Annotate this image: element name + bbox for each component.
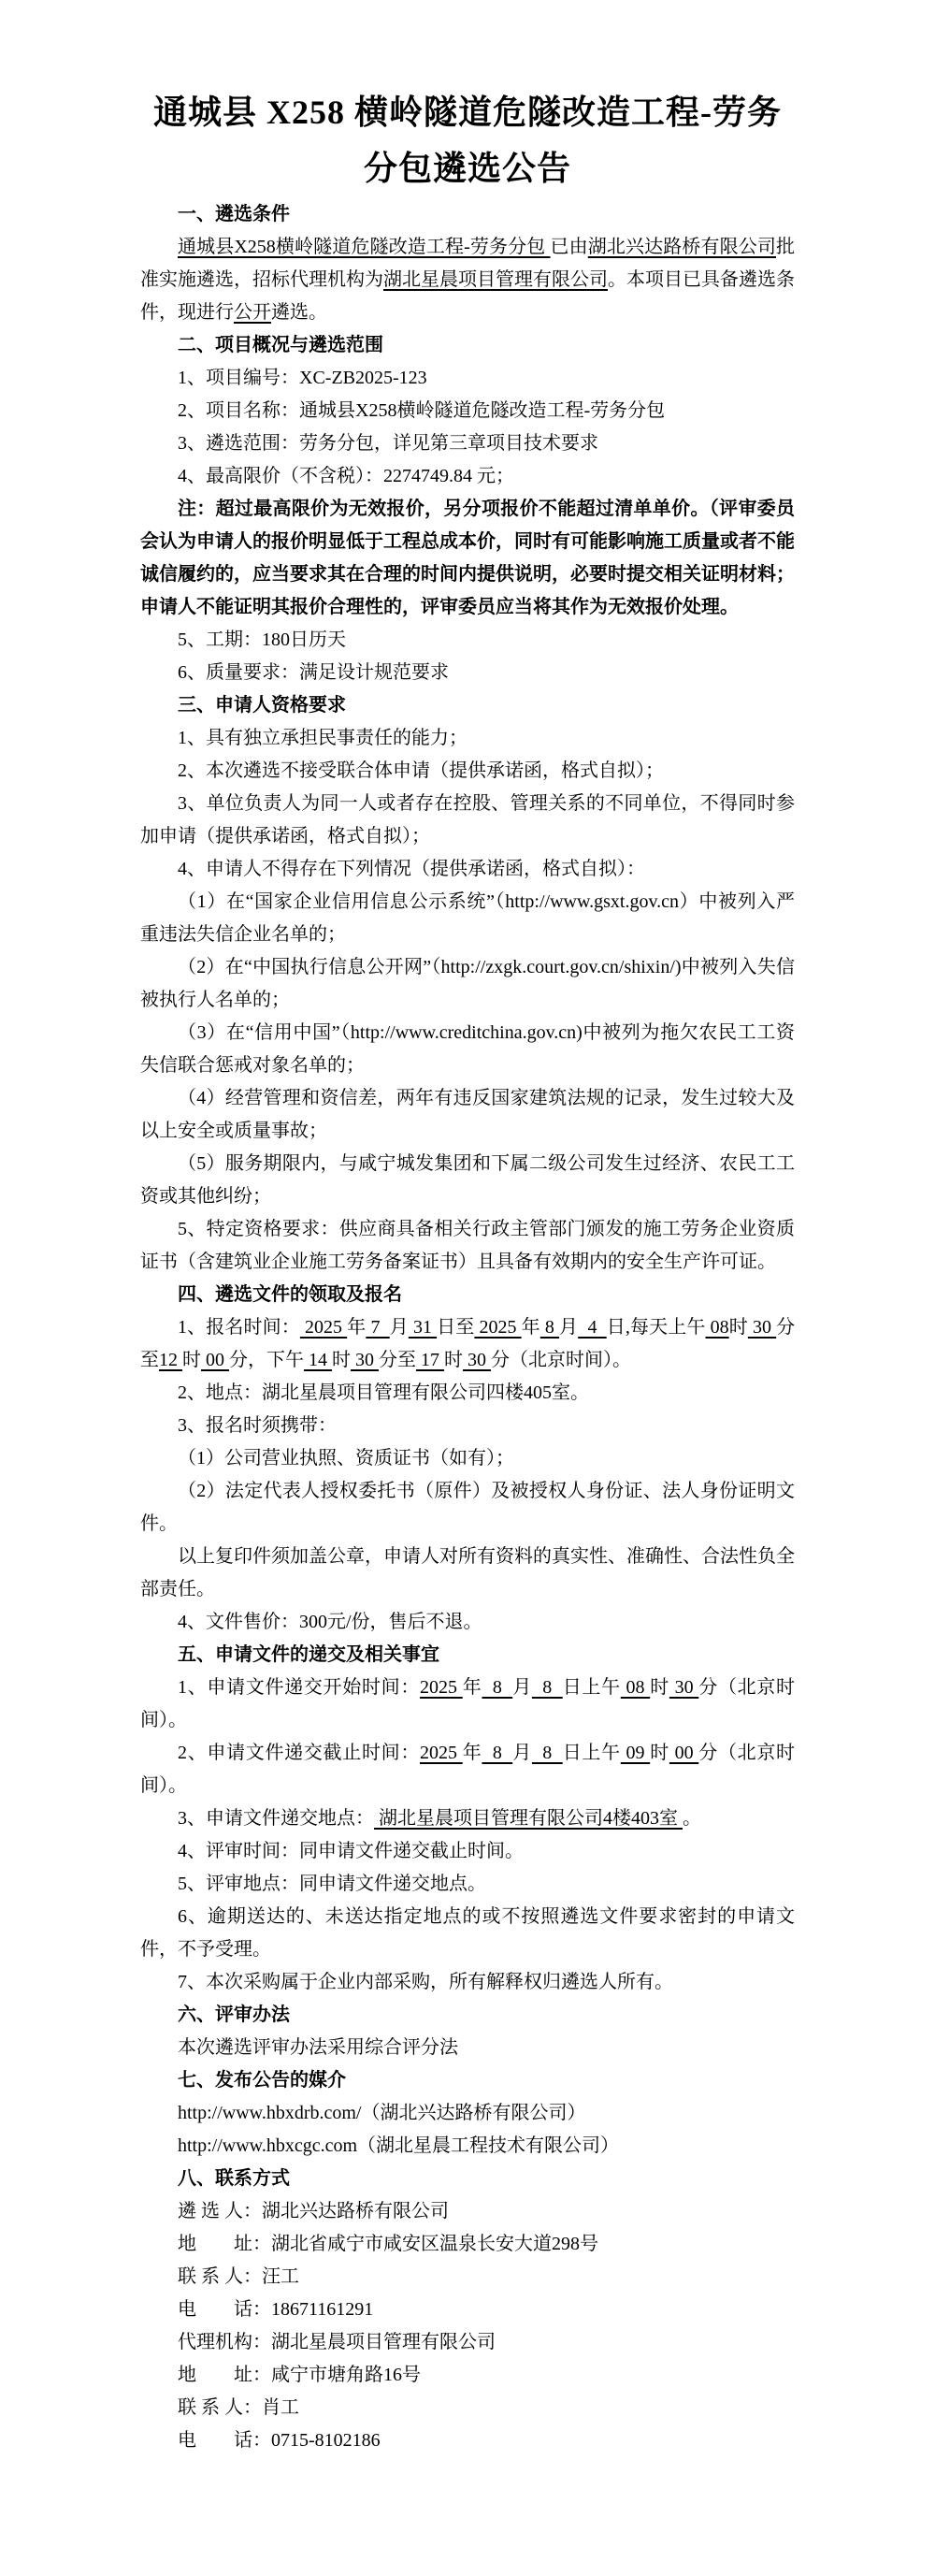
paragraph — [140, 1082, 795, 1148]
text-run: http://www.hbxdrb.com/（湖北兴达路桥有限公司） — [178, 2103, 586, 2123]
paragraph — [140, 1868, 795, 1901]
underlined-text: 2025 — [420, 1677, 463, 1698]
text-run: 4、评审时间：同申请文件递交截止时间。 — [178, 1841, 524, 1861]
paragraph — [140, 1737, 795, 1802]
text-run: 时 — [444, 1350, 463, 1370]
underlined-text: 8 — [539, 1317, 560, 1338]
text-run: 2、地点：湖北星晨项目管理有限公司四楼405室。 — [178, 1382, 589, 1403]
text-run: 月 — [389, 1317, 409, 1338]
text-run: 分（北京时间）。 — [140, 1743, 796, 1796]
text-run: 时 — [728, 1317, 748, 1338]
text-run: 以上复印件须加盖公章，申请人对所有资料的真实性、准确性、合法性负全部责任。 — [140, 1546, 795, 1599]
text-run: 三、申请人资格要求 — [178, 695, 346, 716]
underlined-text: 8 — [531, 1743, 563, 1763]
underlined-text: 湖北兴达路桥有限公司 — [587, 237, 777, 257]
underlined-text: 公开 — [234, 302, 271, 323]
text-run: （1）公司营业执照、资质证书（如有）； — [178, 1448, 514, 1469]
paragraph — [140, 493, 795, 624]
paragraph — [140, 395, 795, 427]
text-run: 一、遴选条件 — [178, 204, 290, 224]
underlined-text: 31 — [408, 1317, 438, 1338]
text-run: 二、项目概况与遴选范围 — [178, 335, 383, 355]
text-run: 分（北京时间）。 — [140, 1677, 796, 1730]
underlined-text: 湖北星晨项目管理有限公司4楼403室 — [374, 1808, 683, 1829]
text-run: 3、遴选范围：劳务分包，详见第三章项目技术要求 — [178, 433, 598, 454]
text-run: 批准实施遴选，招标代理机构为 — [140, 237, 796, 290]
text-run: 年 — [521, 1317, 540, 1338]
document-body — [140, 198, 795, 2457]
text-run: （5）服务期限内，与咸宁城发集团和下属二级公司发生过经济、农民工工资或其他纠纷； — [140, 1153, 795, 1207]
text-run: 年 — [462, 1677, 482, 1698]
text-run: 日,每天上午 — [606, 1317, 706, 1338]
section-heading — [140, 689, 795, 722]
underlined-text: 00 — [201, 1350, 229, 1370]
paragraph — [140, 788, 795, 853]
text-run: 4、申请人不得存在下列情况（提供承诺函，格式自拟）： — [178, 859, 645, 879]
text-run: 月 — [512, 1743, 532, 1763]
paragraph — [140, 886, 795, 951]
text-run: 。本项目已具备遴选条件，现进行 — [140, 269, 795, 323]
text-run: 1、申请文件递交开始时间： — [178, 1677, 421, 1698]
paragraph — [140, 1802, 795, 1835]
text-run: 2、本次遴选不接受联合体申请（提供承诺函，格式自拟）； — [178, 760, 664, 781]
underlined-text: 00 — [669, 1743, 699, 1763]
paragraph — [140, 657, 795, 689]
paragraph — [140, 1213, 795, 1279]
text-run: 分至 — [140, 1317, 796, 1370]
text-run: 注：超过最高限价为无效报价，另分项报价不能超过清单单价。（评审委员会认为申请人的报价明显低于工程总成本价，同时有可能影响施工质量或者不能诚信履约的，应当要求其在合理的时间内提供说明，必要时提交相关证明材料；申请人不能证明其报价合理性的，评审委员应当将其作为无效报价处理。 — [140, 499, 795, 617]
paragraph — [140, 2326, 795, 2359]
text-run: 七、发布公告的媒介 — [178, 2070, 346, 2091]
paragraph — [140, 2294, 795, 2326]
paragraph — [140, 624, 795, 657]
text-run: 分至 — [379, 1350, 416, 1370]
text-run: 四、遴选文件的领取及报名 — [178, 1284, 402, 1305]
underlined-text: 08 — [620, 1677, 651, 1698]
paragraph — [140, 2359, 795, 2392]
underlined-text: 09 — [620, 1743, 651, 1763]
text-run: 1、项目编号：XC-ZB2025-123 — [178, 368, 427, 388]
text-run: 3、申请文件递交地点： — [178, 1808, 374, 1829]
text-run: 2、申请文件递交截止时间： — [178, 1743, 421, 1763]
underlined-text: 30 — [463, 1350, 491, 1370]
paragraph — [140, 755, 795, 788]
paragraph — [140, 2392, 795, 2424]
section-heading — [140, 1999, 795, 2032]
paragraph — [140, 1148, 795, 1213]
paragraph — [140, 1541, 795, 1606]
paragraph — [140, 722, 795, 755]
text-run: 地 址：湖北省咸宁市咸安区温泉长安大道298号 — [178, 2234, 598, 2254]
text-run: http://www.hbxcgc.com（湖北星晨工程技术有限公司） — [178, 2135, 620, 2156]
text-run: 1、报名时间： — [178, 1317, 300, 1338]
paragraph — [140, 2097, 795, 2130]
section-heading — [140, 2064, 795, 2097]
text-run: 电 话：0715-8102186 — [178, 2430, 381, 2451]
underlined-text: 8 — [482, 1743, 513, 1763]
text-run: （2）法定代表人授权委托书（原件）及被授权人身份证、法人身份证明文件。 — [140, 1481, 795, 1534]
underlined-text: 2025 — [474, 1317, 522, 1338]
text-run: 本次遴选评审办法采用综合评分法 — [178, 2037, 458, 2058]
text-run: 五、申请文件的递交及相关事宜 — [178, 1644, 439, 1665]
underlined-text: 2025 — [420, 1743, 463, 1763]
text-run: 6、逾期送达的、未送达指定地点的或不按照遴选文件要求密封的申请文件，不予受理。 — [140, 1906, 795, 1960]
paragraph — [140, 1017, 795, 1082]
underlined-text: 30 — [669, 1677, 699, 1698]
underlined-text: 08 — [705, 1317, 729, 1338]
text-run: 已由 — [550, 237, 588, 257]
paragraph — [140, 2261, 795, 2294]
paragraph — [140, 2228, 795, 2261]
text-run: 4、文件售价：300元/份，售后不退。 — [178, 1612, 482, 1632]
text-run: 2、项目名称：通城县X258横岭隧道危隧改造工程-劳务分包 — [178, 400, 666, 421]
text-run: 分，下午 — [229, 1350, 304, 1370]
underlined-text: 12 — [159, 1350, 182, 1370]
paragraph — [140, 460, 795, 493]
paragraph — [140, 427, 795, 460]
underlined-text: 通城县X258横岭隧道危隧改造工程-劳务分包 — [178, 237, 551, 257]
paragraph — [140, 1410, 795, 1442]
text-run: 日上午 — [562, 1677, 621, 1698]
text-run: 时 — [332, 1350, 351, 1370]
paragraph — [140, 1442, 795, 1475]
text-run: 电 话：18671161291 — [178, 2299, 374, 2320]
text-run: 3、报名时须携带： — [178, 1415, 337, 1436]
underlined-text: 8 — [482, 1677, 513, 1698]
text-run: 时 — [182, 1350, 201, 1370]
text-run: 月 — [512, 1677, 532, 1698]
paragraph — [140, 1672, 795, 1737]
paragraph — [140, 951, 795, 1017]
text-run: （1）在“国家企业信用信息公示系统”（http://www.gsxt.gov.cn）中被列入严重违法失信企业名单的； — [140, 891, 795, 945]
text-run: 3、单位负责人为同一人或者存在控股、管理关系的不同单位，不得同时参加申请（提供承诺函，格式自拟）； — [140, 793, 795, 847]
underlined-text: 30 — [747, 1317, 777, 1338]
paragraph — [140, 2032, 795, 2064]
paragraph — [140, 1311, 795, 1377]
text-run: 六、评审办法 — [178, 2004, 290, 2025]
text-run: 地 址：咸宁市塘角路16号 — [178, 2365, 421, 2385]
text-run: 。 — [683, 1808, 701, 1829]
text-run: 时 — [650, 1743, 669, 1763]
text-run: （2）在“中国执行信息公开网”（http://zxgk.court.gov.cn/shixin/)中被列入失信被执行人名单的； — [140, 957, 795, 1010]
paragraph — [140, 853, 795, 886]
text-run: 代理机构：湖北星晨项目管理有限公司 — [178, 2332, 496, 2352]
text-run: 日至 — [437, 1317, 475, 1338]
text-run: 5、工期：180日历天 — [178, 630, 346, 650]
underlined-text: 30 — [351, 1350, 379, 1370]
paragraph — [140, 1475, 795, 1541]
text-run: 年 — [462, 1743, 482, 1763]
paragraph — [140, 1606, 795, 1639]
text-run: 年 — [347, 1317, 367, 1338]
paragraph — [140, 2130, 795, 2163]
text-run: 7、本次采购属于企业内部采购，所有解释权归遴选人所有。 — [178, 1972, 673, 1992]
text-run: 时 — [650, 1677, 669, 1698]
text-run: （4）经营管理和资信差，两年有违反国家建筑法规的记录，发生过较大及以上安全或质量事故； — [140, 1088, 795, 1141]
paragraph — [140, 1377, 795, 1410]
section-heading — [140, 1279, 795, 1311]
text-run: 6、质量要求：满足设计规范要求 — [178, 662, 449, 683]
text-run: 联 系 人：汪工 — [178, 2266, 299, 2287]
text-run: 联 系 人：肖工 — [178, 2397, 299, 2418]
underlined-text: 4 — [578, 1317, 607, 1338]
text-run: 4、最高限价（不含税）：2274749.84 元； — [178, 466, 514, 486]
underlined-text: 2025 — [299, 1317, 348, 1338]
section-heading — [140, 1639, 795, 1672]
text-run: 遴 选 人：湖北兴达路桥有限公司 — [178, 2201, 449, 2221]
section-heading — [140, 2163, 795, 2195]
text-run: 八、联系方式 — [178, 2168, 290, 2189]
text-run: （3）在“信用中国”（http://www.creditchina.gov.cn)中被列为拖欠农民工工资失信联合惩戒对象名单的； — [140, 1022, 795, 1076]
underlined-text: 7 — [366, 1317, 390, 1338]
underlined-text: 14 — [304, 1350, 332, 1370]
paragraph — [140, 2424, 795, 2457]
paragraph — [140, 2195, 795, 2228]
underlined-text: 湖北星晨项目管理有限公司 — [383, 269, 608, 290]
text-run: 遴选。 — [271, 302, 327, 323]
paragraph — [140, 231, 795, 329]
text-run: 5、特定资格要求：供应商具备相关行政主管部门颁发的施工劳务企业资质证书（含建筑业企业施工劳务备案证书）且具备有效期内的安全生产许可证。 — [140, 1219, 795, 1272]
underlined-text: 17 — [416, 1350, 444, 1370]
text-run: 分（北京时间）。 — [491, 1350, 631, 1370]
document-title: 通城县 X258 横岭隧道危隧改造工程-劳务 分包遴选公告 — [153, 94, 782, 187]
underlined-text: 8 — [531, 1677, 563, 1698]
text-run: 1、具有独立承担民事责任的能力； — [178, 728, 468, 748]
paragraph — [140, 1901, 795, 1966]
paragraph — [140, 1835, 795, 1868]
paragraph — [140, 362, 795, 395]
paragraph — [140, 1966, 795, 1999]
text-run: 月 — [559, 1317, 579, 1338]
text-run: 5、评审地点：同申请文件递交地点。 — [178, 1874, 486, 1894]
section-heading — [140, 329, 795, 362]
section-heading — [140, 198, 795, 231]
text-run: 日上午 — [562, 1743, 621, 1763]
